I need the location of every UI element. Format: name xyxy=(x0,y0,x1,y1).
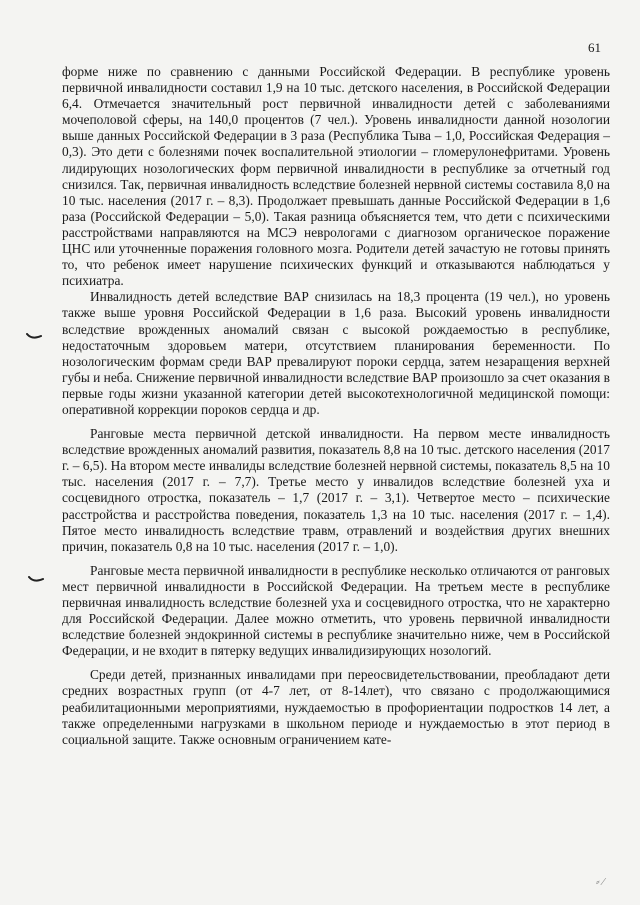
paragraph-4: Ранговые места первичной инвалидности в республике несколько отличаются от ранговых мест первичной инвалидности в Российской Федерации. На третьем месте в республике первичная инвалидность вследствие болезней уха и сосцевидного отростка, что не характерно для Российской Федерации. Далее можно отметить, что уровень первичной инвалидности вследствие болезней эндокринной системы в республике значительно ниже, чем в Российской Федерации, и не входит в пятерку ведущих инвалидизирующих нозологий. xyxy=(62,562,610,659)
paragraph-1: форме ниже по сравнению с данными Российской Федерации. В республике уровень первичной инвалидности составил 1,9 на 10 тыс. детского населения, в Российской Федерации 6,4. Отмечается значительный рост первичной инвалидности детей с заболеваниями мочеполовой сферы, на 140,0 процентов (7 чел.). Уровень инвалидности данной нозологии выше данных Российской Федерации в 3 раза (Республика Тыва – 1,0, Российская Федерация – 0,3). Это дети с болезнями почек воспалительной этиологии – гломерулонефритами. Уровень лидирующих нозологических форм первичной инвалидности в республике за отчетный год снизился. Так, первичная инвалидность вследствие болезней нервной системы составила 8,0 на 10 тыс. населения (2017 г. – 8,3). Продолжает превышать данные Российской Федерации в 1,6 раза (Российской Федерации – 5,0). Такая разница объясняется тем, что дети с психическими расстройствами направляются на МСЭ неврологами с диагнозом органическое поражение ЦНС или уточненные поражения головного мозга. Родители детей зачастую не готовы принять то, что ребенок имеет нарушение психических функций и отказываются наблюдаться у психиатра. xyxy=(62,64,610,289)
paragraph-5: Среди детей, признанных инвалидами при переосвидетельствовании, преобладают дети средних возрастных групп (от 4-7 лет, от 8-14лет), что связано с продолжающимися реабилитационными мероприятиями, нуждаемостью в профориентации подростков 14 лет, а также определенными нагрузками в школьном периоде и нуждаемостью в этот период в социальной защите. Также основным ограничением кате- xyxy=(62,667,610,747)
page-number: 61 xyxy=(588,40,601,55)
margin-tick-icon xyxy=(26,333,42,341)
margin-tick-icon xyxy=(28,576,44,584)
corner-scribble-icon: ⸗ ⁄ xyxy=(596,876,605,888)
paragraph-3: Ранговые места первичной детской инвалидности. На первом месте инвалидность вследствие врожденных аномалий развития, показатель 8,8 на 10 тыс. детского населения (2017 г. – 6,5). На втором месте инвалиды вследствие болезней нервной системы, показатель 8,5 на 10 тыс. населения (2017 г. – 7,7). Третье место у инвалидов вследствие болезней уха и сосцевидного отростка, показатель – 1,7 (2017 г. – 3,1). Четвертое место – психические расстройства и расстройства поведения, показатель 1,3 на 10 тыс. населения (2017 г. – 1,4). Пятое место инвалидность вследствие травм, отравлений и воздействия других внешних причин, показатель 0,8 на 10 тыс. населения (2017 г. – 1,0). xyxy=(62,426,610,554)
paragraph-2: Инвалидность детей вследствие ВАР снизилась на 18,3 процента (19 чел.), но уровень также выше уровня Российской Федерации в 1,6 раза. Высокий уровень инвалидности вследствие врожденных аномалий связан с высокой рождаемостью в республике, недостаточным здоровьем матери, отсутствием планирования беременности. По нозологическим формам среди ВАР превалируют пороки сердца, затем незаращения верхней губы и неба. Снижение первичной инвалидности вследствие ВАР произошло за счет оказания в первые годы жизни указанной категории детей высокотехнологичной медицинской помощи: оперативной коррекции пороков сердца и др. xyxy=(62,289,610,417)
body-text xyxy=(62,64,610,748)
